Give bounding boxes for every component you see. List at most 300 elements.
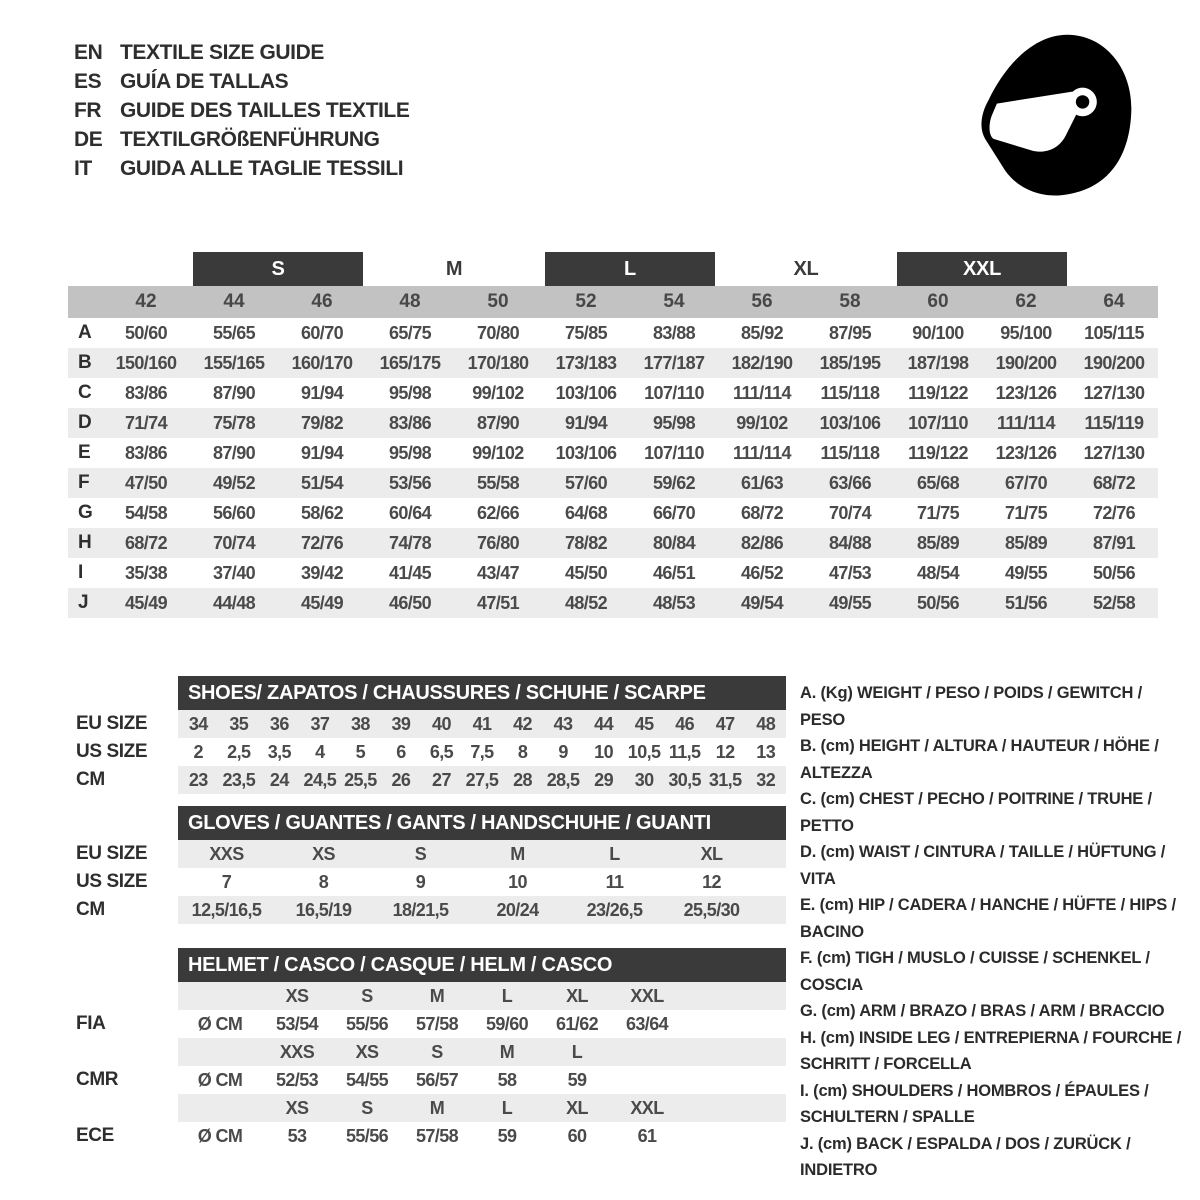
measurement-row xyxy=(68,318,1158,348)
shoes-title-bar: SHOES/ ZAPATOS / CHAUSSURES / SCHUHE / SCARPE xyxy=(178,676,786,710)
helmet-size-strip xyxy=(178,1094,786,1122)
measurement-value: 99/102 xyxy=(472,442,524,463)
size-value: 12,5/16,5 xyxy=(191,899,262,920)
size-value: 40 xyxy=(432,713,451,734)
helmet-value: 61 xyxy=(637,1125,657,1146)
helmet-value-strip xyxy=(178,1010,786,1038)
helmet-size: S xyxy=(431,1041,443,1062)
measurement-value: 83/86 xyxy=(124,442,168,463)
measurement-value: 155/165 xyxy=(203,352,265,373)
row-header-label: CM xyxy=(76,769,105,790)
measurement-value: 123/126 xyxy=(995,442,1057,463)
spacer xyxy=(68,1094,178,1122)
helmet-value-row xyxy=(68,1010,786,1038)
measurement-value: 95/100 xyxy=(1000,322,1052,343)
spacer xyxy=(68,948,178,982)
size-value: 20/24 xyxy=(496,899,539,920)
size-value: 11 xyxy=(605,871,624,892)
size-value: 2 xyxy=(193,741,203,762)
measurement-value: 41/45 xyxy=(388,562,432,583)
size-value: S xyxy=(414,843,427,864)
shoes-title-row xyxy=(68,676,786,710)
measurement-value: 50/60 xyxy=(124,322,168,343)
size-row xyxy=(68,840,786,868)
measurement-value: 47/53 xyxy=(828,562,872,583)
row-label: A xyxy=(78,322,92,343)
gloves-title-row xyxy=(68,806,786,840)
measurement-value: 64/68 xyxy=(564,502,608,523)
measurement-value: 68/72 xyxy=(1092,472,1136,493)
size-value: 30 xyxy=(634,769,654,790)
measurement-value: 68/72 xyxy=(124,532,168,553)
measurement-value: 61/63 xyxy=(740,472,784,493)
measurement-value: 46/52 xyxy=(740,562,784,583)
helmet-size: XL xyxy=(566,985,588,1006)
measurement-value: 107/110 xyxy=(908,412,968,433)
measurement-value: 60/70 xyxy=(300,322,344,343)
measurement-row xyxy=(68,558,1158,588)
size-value: 24,5 xyxy=(303,769,337,790)
size-value: 23,5 xyxy=(222,769,256,790)
diameter-spacer xyxy=(178,1038,262,1066)
measurement-value: 47/51 xyxy=(476,592,520,613)
measurement-value: 182/190 xyxy=(731,352,793,373)
size-value: XS xyxy=(312,843,335,864)
measurement-value: 52/58 xyxy=(1092,592,1136,613)
row-label: I xyxy=(78,562,84,583)
measurement-value: 87/90 xyxy=(212,442,256,463)
measurement-value: 70/74 xyxy=(828,502,872,523)
size-value: 39 xyxy=(391,713,411,734)
size-number: 46 xyxy=(311,291,333,312)
helmet-rows xyxy=(68,982,786,1150)
measurement-value: 67/70 xyxy=(1004,472,1048,493)
size-value: 35 xyxy=(229,713,249,734)
value-strip xyxy=(178,710,786,738)
measurement-value: 103/106 xyxy=(819,412,881,433)
measurement-value: 91/94 xyxy=(564,412,608,433)
size-number: 62 xyxy=(1015,291,1037,312)
legend-item: G. (cm) ARM / BRAZO / BRAS / ARM / BRACCIO xyxy=(800,1002,1165,1020)
measurement-value: 190/200 xyxy=(1083,352,1145,373)
size-value: 11,5 xyxy=(668,741,701,762)
gloves-title-bar: GLOVES / GUANTES / GANTS / HANDSCHUHE / GUANTI xyxy=(178,806,786,840)
size-value: 5 xyxy=(355,741,366,762)
helmet-size: XS xyxy=(285,1097,309,1118)
measurement-value: 105/115 xyxy=(1084,322,1144,343)
size-value: 9 xyxy=(415,871,426,892)
measurement-value: 111/114 xyxy=(733,442,791,463)
row-label: E xyxy=(78,442,91,463)
measurement-value: 48/52 xyxy=(564,592,608,613)
measurement-value: 123/126 xyxy=(995,382,1057,403)
measurement-value: 76/80 xyxy=(476,532,520,553)
size-value: M xyxy=(510,843,525,864)
legend-item: F. (cm) TIGH / MUSLO / CUISSE / SCHENKEL / COSCIA xyxy=(800,949,1150,994)
measurement-value: 95/98 xyxy=(652,412,696,433)
measurement-value: 50/56 xyxy=(1092,562,1136,583)
measurement-value: 91/94 xyxy=(300,382,344,403)
size-row xyxy=(68,896,786,924)
measurement-value: 63/66 xyxy=(828,472,872,493)
measurement-value: 185/195 xyxy=(819,352,881,373)
measurement-value: 70/74 xyxy=(212,532,256,553)
helmet-value: 55/56 xyxy=(345,1125,389,1146)
helmet-size: M xyxy=(429,985,445,1006)
measurement-value: 160/170 xyxy=(291,352,353,373)
helmet-value: 61/62 xyxy=(555,1013,599,1034)
diameter-label: Ø CM xyxy=(197,1125,243,1146)
measurement-value: 70/80 xyxy=(476,322,520,343)
size-number: 64 xyxy=(1103,291,1125,312)
measurement-value: 80/84 xyxy=(652,532,696,553)
measurement-value: 115/118 xyxy=(820,382,880,403)
size-value: 10 xyxy=(594,741,613,762)
measurement-value: 75/85 xyxy=(564,322,608,343)
diameter-spacer xyxy=(178,1094,262,1122)
row-label: C xyxy=(78,382,92,403)
row-label: J xyxy=(78,592,89,613)
measurement-value: 91/94 xyxy=(300,442,344,463)
measurement-value: 170/180 xyxy=(467,352,529,373)
measurement-value: 47/50 xyxy=(124,472,168,493)
helmet-size-row xyxy=(68,1094,786,1122)
helmet-value: 59 xyxy=(567,1069,587,1090)
helmet-value: 58 xyxy=(497,1069,517,1090)
helmet-value: 63/64 xyxy=(625,1013,669,1034)
size-value: 28,5 xyxy=(546,769,580,790)
measurement-value: 83/86 xyxy=(388,412,432,433)
measurement-value: 49/52 xyxy=(212,472,256,493)
helmet-value: 60 xyxy=(567,1125,587,1146)
legend-item: H. (cm) INSIDE LEG / ENTREPIERNA / FOURCHE / SCHRITT / FORCELLA xyxy=(800,1028,1182,1073)
measurement-value: 85/89 xyxy=(1004,532,1048,553)
helmet-size: L xyxy=(571,1041,583,1062)
measurement-value: 79/82 xyxy=(300,412,344,433)
measurement-value: 71/75 xyxy=(1004,502,1048,523)
measurement-value: 66/70 xyxy=(652,502,696,523)
standard-label: ECE xyxy=(76,1125,114,1146)
helmet-value: 53 xyxy=(287,1125,307,1146)
size-value: 36 xyxy=(269,713,289,734)
size-value: 23/26,5 xyxy=(586,899,643,920)
size-value: 8 xyxy=(517,741,528,762)
row-label: H xyxy=(78,532,92,553)
size-value: 32 xyxy=(756,769,776,790)
size-row xyxy=(68,766,786,794)
measurement-value: 187/198 xyxy=(907,352,969,373)
standard-label: FIA xyxy=(76,1013,106,1034)
measurement-value: 71/75 xyxy=(916,502,960,523)
measurement-value: 165/175 xyxy=(379,352,441,373)
measurement-value: 49/55 xyxy=(1004,562,1048,583)
measurement-value: 107/110 xyxy=(644,442,704,463)
helmet-value-strip xyxy=(178,1066,786,1094)
size-value: 7,5 xyxy=(470,741,494,762)
helmet-size: M xyxy=(429,1097,445,1118)
measurement-value: 87/95 xyxy=(828,322,872,343)
helmet-size: S xyxy=(361,1097,373,1118)
measurement-row xyxy=(68,468,1158,498)
measurement-value: 46/50 xyxy=(388,592,432,613)
value-strip xyxy=(178,738,786,766)
size-group-label: XL xyxy=(793,257,819,280)
helmet-size: XXS xyxy=(279,1041,315,1062)
measurement-value: 99/102 xyxy=(472,382,524,403)
language-row xyxy=(74,38,409,67)
spacer xyxy=(68,806,178,840)
measurement-value: 74/78 xyxy=(388,532,432,553)
size-value: 6 xyxy=(396,741,406,762)
row-header-label: US SIZE xyxy=(76,741,148,762)
value-strip xyxy=(178,840,786,868)
language-code: DE xyxy=(74,128,103,151)
size-value: 45 xyxy=(634,713,654,734)
measurement-value: 58/62 xyxy=(300,502,344,523)
legend-item: C. (cm) CHEST / PECHO / POITRINE / TRUHE / PETTO xyxy=(800,790,1152,835)
measurement-row xyxy=(68,378,1158,408)
legend-item: I. (cm) SHOULDERS / HOMBROS / ÉPAULES / SCHULTERN / SPALLE xyxy=(800,1081,1149,1126)
measurement-row xyxy=(68,348,1158,378)
measurement-value: 53/56 xyxy=(388,472,432,493)
size-value: 2,5 xyxy=(227,741,251,762)
size-value: 44 xyxy=(594,713,613,734)
size-value: 47 xyxy=(715,713,735,734)
size-value: 34 xyxy=(188,713,208,734)
size-value: 12 xyxy=(715,741,735,762)
helmet-table xyxy=(68,948,786,1150)
measurement-value: 83/88 xyxy=(652,322,696,343)
helmet-size: XS xyxy=(355,1041,379,1062)
size-value: 28 xyxy=(513,769,532,790)
size-value: 10,5 xyxy=(627,741,661,762)
helmet-size: XXL xyxy=(630,985,664,1006)
measurement-value: 87/90 xyxy=(476,412,520,433)
measurement-value: 127/130 xyxy=(1083,382,1145,403)
measurement-value: 45/49 xyxy=(124,592,168,613)
corner-cell xyxy=(68,286,102,318)
measurement-row xyxy=(68,528,1158,558)
language-code: ES xyxy=(74,70,102,93)
measurement-value: 173/183 xyxy=(555,352,617,373)
language-code: FR xyxy=(74,99,102,122)
measurement-value: 115/118 xyxy=(820,442,880,463)
language-title: TEXTILGRÖßENFÜHRUNG xyxy=(120,128,380,151)
size-value: 18/21,5 xyxy=(392,899,449,920)
measurement-value: 56/60 xyxy=(212,502,256,523)
spacer xyxy=(68,1038,178,1066)
measurement-value: 85/92 xyxy=(740,322,784,343)
measurement-value: 43/47 xyxy=(476,562,520,583)
measurement-value: 60/64 xyxy=(388,502,432,523)
helmet-size-row xyxy=(68,982,786,1010)
measurement-value: 65/68 xyxy=(916,472,960,493)
spacer xyxy=(68,676,178,710)
helmet-size: L xyxy=(501,985,513,1006)
helmet-size: M xyxy=(499,1041,515,1062)
diameter-label: Ø CM xyxy=(197,1013,243,1034)
measurement-value: 51/54 xyxy=(300,472,344,493)
language-title: GUÍA DE TALLAS xyxy=(120,70,289,93)
row-label: B xyxy=(78,352,92,373)
size-value: 41 xyxy=(472,713,492,734)
measurement-value: 85/89 xyxy=(916,532,960,553)
legend-item: A. (Kg) WEIGHT / PESO / POIDS / GEWITCH / PESO xyxy=(800,684,1142,729)
helmet-size: XS xyxy=(285,985,309,1006)
measurement-value: 48/53 xyxy=(652,592,696,613)
helmet-value: 54/55 xyxy=(345,1069,389,1090)
size-value: 27 xyxy=(432,769,451,790)
value-strip xyxy=(178,766,786,794)
size-row xyxy=(68,868,786,896)
size-value: 37 xyxy=(310,713,330,734)
legend-item: B. (cm) HEIGHT / ALTURA / HAUTEUR / HÖHE / ALTEZZA xyxy=(800,737,1159,782)
measurement-row xyxy=(68,438,1158,468)
helmet-title-row xyxy=(68,948,786,982)
helmet-size: L xyxy=(501,1097,513,1118)
measurement-value: 35/38 xyxy=(124,562,168,583)
helmet-size-strip xyxy=(178,982,786,1010)
size-value: L xyxy=(609,843,620,864)
measurement-value: 103/106 xyxy=(555,382,617,403)
size-value: 12 xyxy=(702,871,721,892)
size-number: 48 xyxy=(399,291,421,312)
measurement-value: 49/54 xyxy=(740,592,784,613)
size-value: 16,5/19 xyxy=(295,899,352,920)
size-number: 60 xyxy=(927,291,949,312)
measurement-value: 65/75 xyxy=(388,322,432,343)
diameter-spacer xyxy=(178,982,262,1010)
diameter-label: Ø CM xyxy=(197,1069,243,1090)
size-number-row xyxy=(68,286,1158,318)
measurement-value: 190/200 xyxy=(995,352,1057,373)
measurement-value: 119/122 xyxy=(908,382,968,403)
row-label: F xyxy=(78,472,90,493)
size-value: 30,5 xyxy=(668,769,701,790)
size-number: 44 xyxy=(223,291,245,312)
language-row xyxy=(74,154,409,183)
measurement-value: 46/51 xyxy=(652,562,696,583)
size-value: 25,5 xyxy=(344,769,377,790)
measurement-value: 95/98 xyxy=(388,442,432,463)
language-code: EN xyxy=(74,41,103,64)
size-value: 23 xyxy=(188,769,208,790)
helmet-size: XL xyxy=(566,1097,588,1118)
measurement-legend xyxy=(800,680,1182,1184)
size-number: 58 xyxy=(839,291,861,312)
measurement-value: 50/56 xyxy=(916,592,960,613)
measurement-value: 39/42 xyxy=(300,562,344,583)
helmet-value-row xyxy=(68,1122,786,1150)
measurement-rows xyxy=(68,318,1158,618)
measurement-value: 59/62 xyxy=(652,472,696,493)
size-value: 31,5 xyxy=(708,769,742,790)
size-row xyxy=(68,738,786,766)
size-value: 13 xyxy=(756,741,776,762)
size-value: 10 xyxy=(508,871,527,892)
measurement-value: 44/48 xyxy=(212,592,256,613)
language-code: IT xyxy=(74,157,92,180)
measurement-value: 55/58 xyxy=(476,472,520,493)
size-value: 4 xyxy=(315,741,325,762)
helmet-value: 59 xyxy=(497,1125,517,1146)
measurement-value: 72/76 xyxy=(300,532,344,553)
measurement-row xyxy=(68,588,1158,618)
measurement-value: 62/66 xyxy=(476,502,520,523)
measurement-value: 107/110 xyxy=(644,382,704,403)
measurement-value: 48/54 xyxy=(916,562,960,583)
value-strip xyxy=(178,868,786,896)
measurement-row xyxy=(68,408,1158,438)
helmet-value: 56/57 xyxy=(415,1069,459,1090)
measurement-value: 99/102 xyxy=(736,412,788,433)
row-header-label: EU SIZE xyxy=(76,713,148,734)
measurement-value: 87/91 xyxy=(1092,532,1136,553)
measurement-value: 82/86 xyxy=(740,532,784,553)
size-value: 24 xyxy=(269,769,289,790)
racing-helmet-icon xyxy=(970,26,1138,198)
measurement-value: 111/114 xyxy=(733,382,791,403)
accessory-tables xyxy=(68,676,786,1150)
helmet-size: S xyxy=(361,985,373,1006)
size-group-label: XXL xyxy=(897,252,1067,286)
size-value: 7 xyxy=(221,871,232,892)
size-value: 42 xyxy=(513,713,532,734)
measurement-value: 78/82 xyxy=(564,532,608,553)
size-group-label: M xyxy=(445,257,463,280)
helmet-size xyxy=(612,1038,682,1066)
measurement-value: 84/88 xyxy=(828,532,872,553)
size-row xyxy=(68,710,786,738)
measurement-value: 72/76 xyxy=(1092,502,1136,523)
size-group-header-row xyxy=(68,252,1158,286)
helmet-value: 53/54 xyxy=(275,1013,319,1034)
size-value: 26 xyxy=(391,769,411,790)
gloves-table xyxy=(68,806,786,924)
size-value: 43 xyxy=(553,713,573,734)
legend-item: J. (cm) BACK / ESPALDA / DOS / ZURÜCK / INDIETRO xyxy=(800,1134,1131,1179)
measurement-value: 83/86 xyxy=(124,382,168,403)
measurement-value: 54/58 xyxy=(124,502,168,523)
size-value: 8 xyxy=(318,871,329,892)
measurement-value: 75/78 xyxy=(212,412,256,433)
size-group-label: S xyxy=(193,252,363,286)
measurement-value: 150/160 xyxy=(115,352,177,373)
helmet-value-row xyxy=(68,1066,786,1094)
language-row xyxy=(74,125,409,154)
size-value: XL xyxy=(700,843,723,864)
size-number: 42 xyxy=(135,291,157,312)
helmet-value: 55/56 xyxy=(345,1013,389,1034)
measurement-value: 90/100 xyxy=(912,322,964,343)
measurement-value: 57/60 xyxy=(564,472,608,493)
size-value: 25,5/30 xyxy=(683,899,740,920)
spacer xyxy=(68,982,178,1010)
helmet-size-strip xyxy=(178,1038,786,1066)
language-title-list xyxy=(74,38,409,183)
standard-label: CMR xyxy=(76,1069,119,1090)
size-value: 9 xyxy=(558,741,568,762)
helmet-value: 57/58 xyxy=(415,1125,459,1146)
legend-item: D. (cm) WAIST / CINTURA / TAILLE / HÜFTUNG / VITA xyxy=(800,843,1166,888)
measurement-value: 51/56 xyxy=(1004,592,1048,613)
helmet-size-row xyxy=(68,1038,786,1066)
helmet-value: 59/60 xyxy=(485,1013,529,1034)
size-number: 52 xyxy=(575,291,597,312)
size-value: 46 xyxy=(675,713,695,734)
measurement-value: 87/90 xyxy=(212,382,256,403)
row-header-label: CM xyxy=(76,899,105,920)
